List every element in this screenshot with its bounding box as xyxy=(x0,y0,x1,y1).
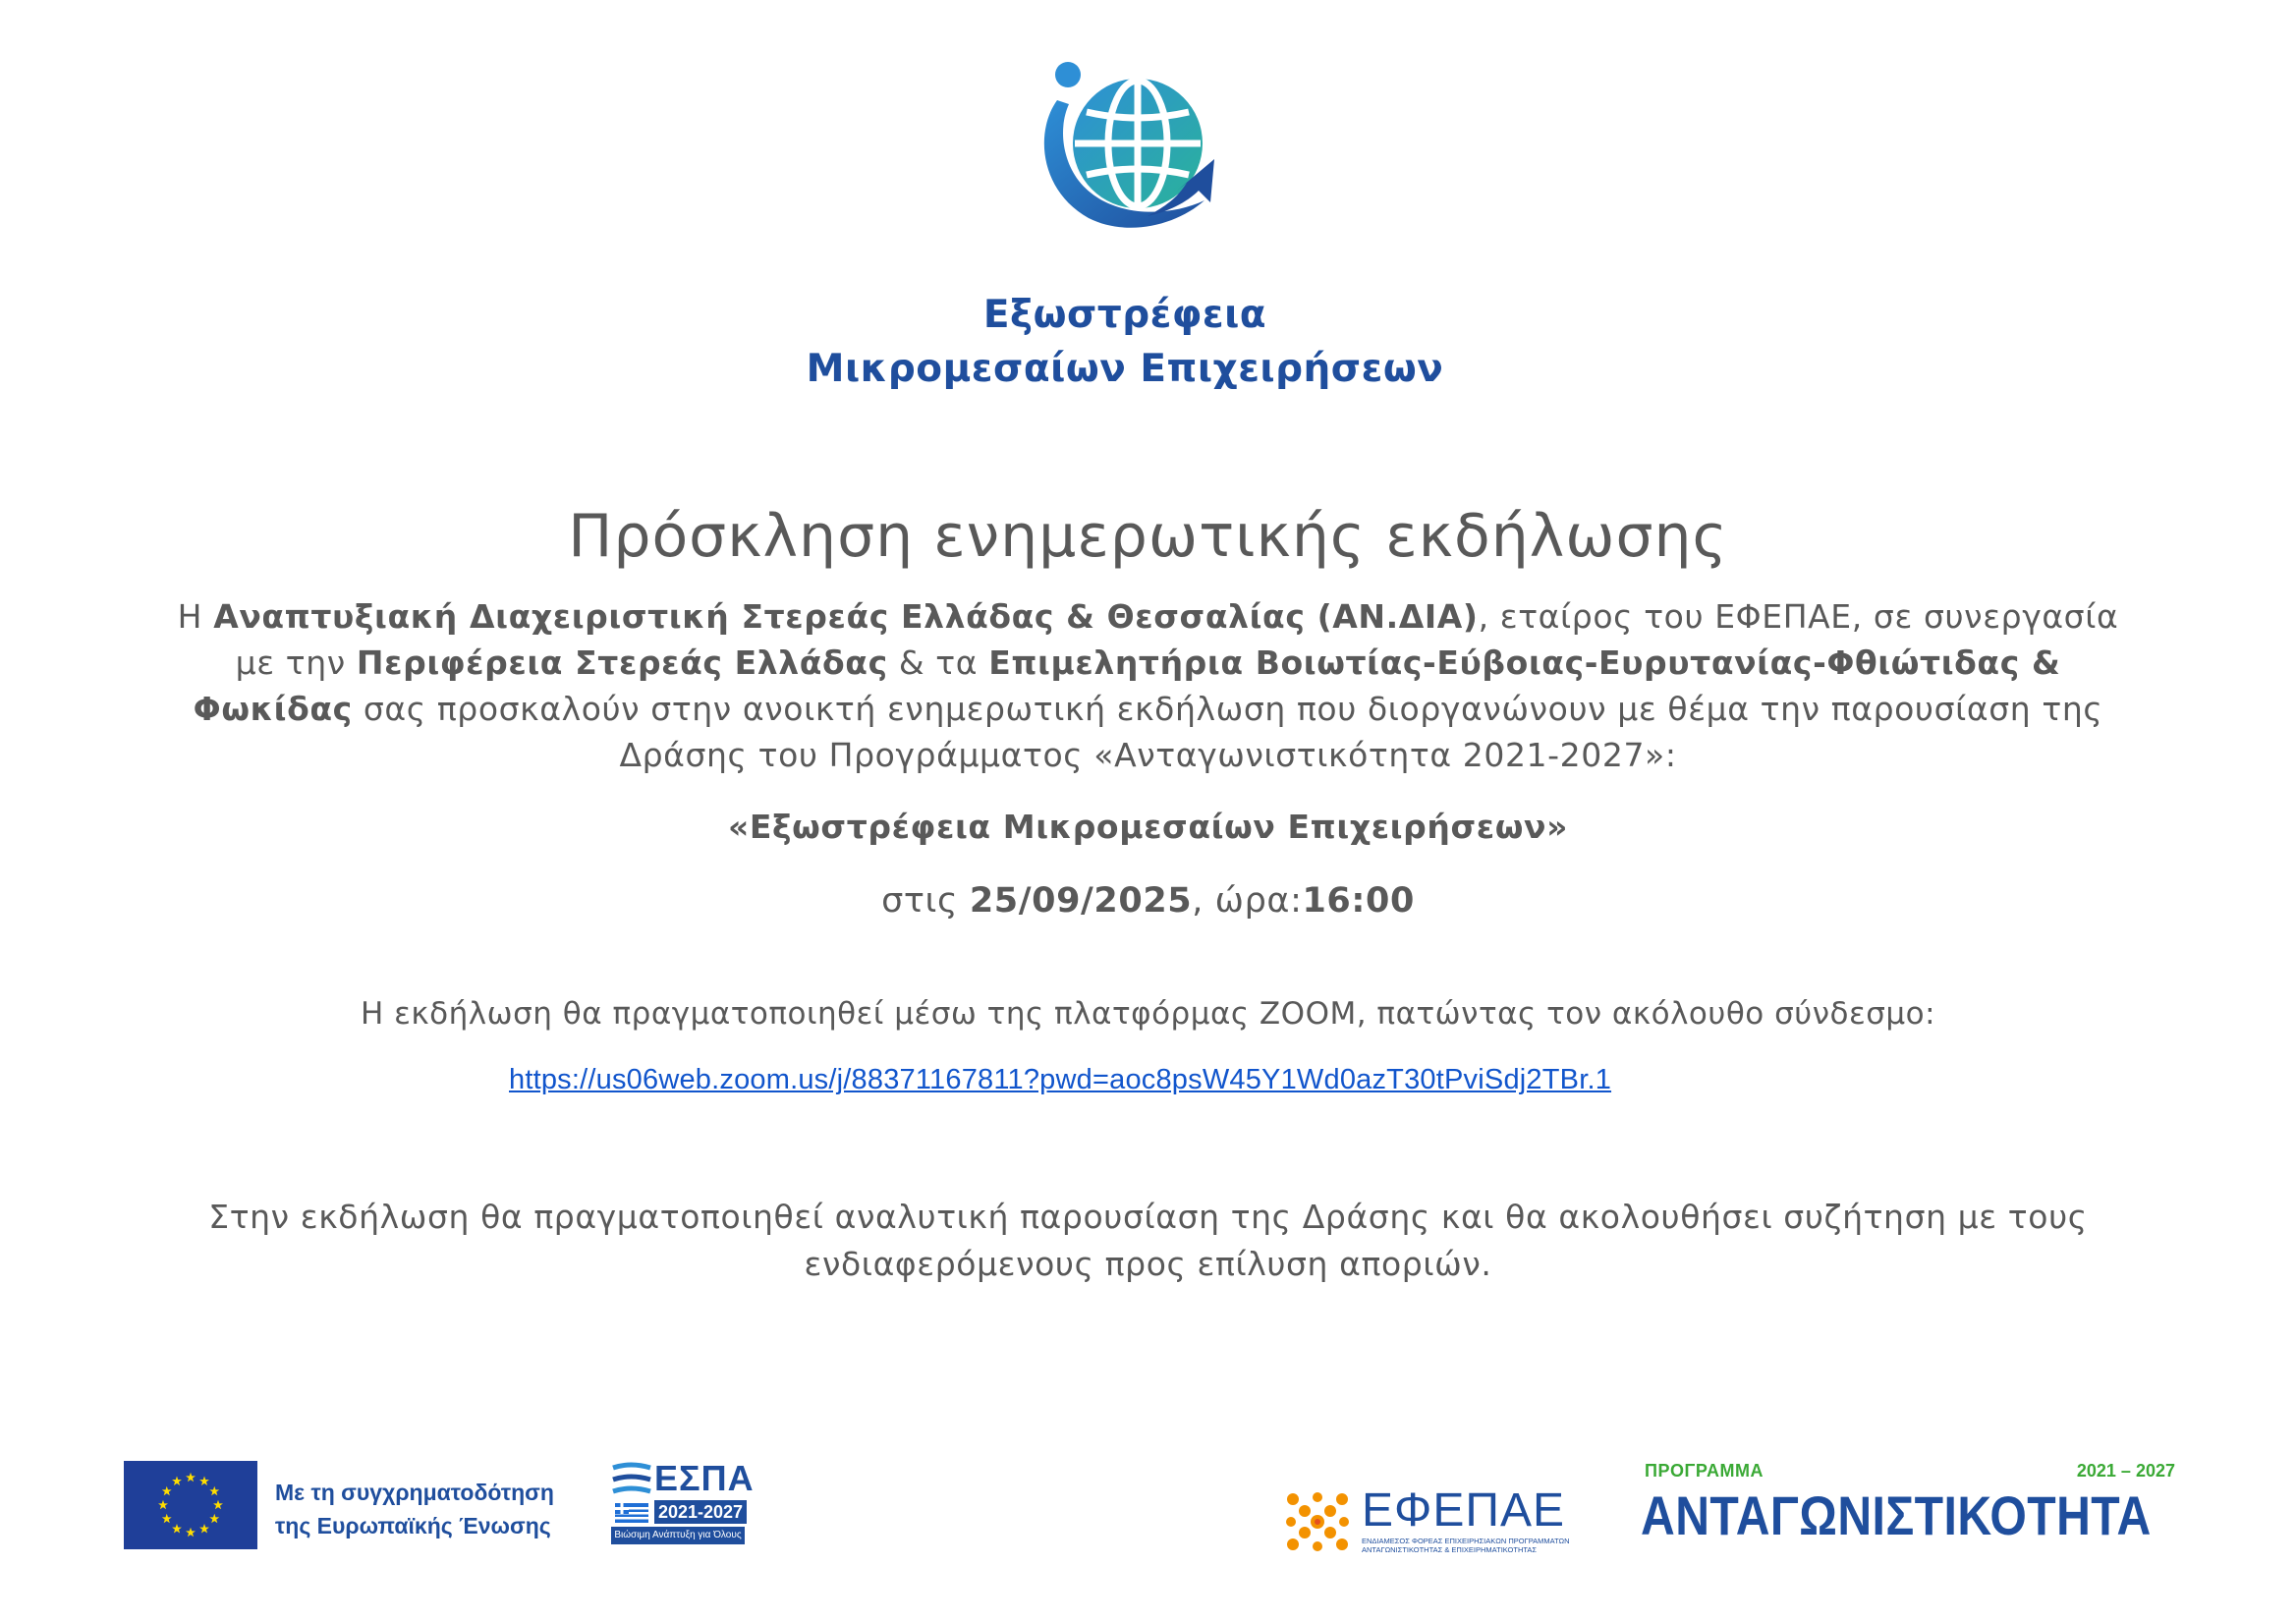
espa-title: ΕΣΠΑ xyxy=(654,1458,755,1498)
efepae-dots-icon xyxy=(1283,1489,1352,1554)
date-prefix: στις xyxy=(881,881,970,921)
efepae-subtitle-1: ΕΝΔΙΑΜΕΣΟΣ ΦΟΡΕΑΣ ΕΠΙΧΕΙΡΗΣΙΑΚΩΝ ΠΡΟΓΡΑΜΜΑΤΩΝ xyxy=(1362,1537,1570,1545)
time-prefix: , ώρα: xyxy=(1192,881,1303,921)
eu-text-line1: Με τη συγχρηματοδότηση xyxy=(275,1480,554,1505)
chambers-name: Επιμελητήρια Βοιωτίας-Εύβοιας-Ευρυτανίας-Φθιώτιδας & Φωκίδας xyxy=(193,643,2061,728)
event-date: 25/09/2025 xyxy=(969,881,1193,921)
zoom-link[interactable]: https://us06web.zoom.us/j/88371167811?pwd=aoc8psW45Y1Wd0azT30tPviSdj2TBr.1 xyxy=(509,1064,1612,1095)
logo-title-line1: Εξωστρέφεια xyxy=(982,293,1267,337)
eu-text-line2: της Ευρωπαϊκής Ένωσης xyxy=(275,1513,551,1538)
event-name: «Εξωστρέφεια Μικρομεσαίων Επιχειρήσεων» xyxy=(727,808,1569,846)
logo-title-line2: Μικρομεσαίων Επιχειρήσεων xyxy=(806,347,1444,391)
intro-text-3: & τα xyxy=(887,643,989,682)
program-label: ΠΡΟΓΡΑΜΜΑ xyxy=(1645,1461,1764,1481)
event-time: 16:00 xyxy=(1302,881,1415,921)
zoom-instructions: Η εκδήλωση θα πραγματοποιηθεί μέσω της πλατφόρμας ZOOM, πατώντας τον ακόλουθο σύνδεσμο: xyxy=(360,996,1936,1032)
intro-text-2: , εταίρος του ΕΦΕΠΑΕ, σε συνεργασία με την xyxy=(235,597,2119,682)
efepae-logo xyxy=(1283,1485,1599,1554)
program-logo xyxy=(1641,1457,2181,1555)
region-name: Περιφέρεια Στερεάς Ελλάδας xyxy=(356,643,888,682)
espa-motto: Βιώσιμη Ανάπτυξη για Όλους xyxy=(611,1527,745,1544)
intro-text-1: Η xyxy=(177,597,214,636)
espa-stripes-icon xyxy=(611,1462,652,1499)
espa-years: 2021-2027 xyxy=(654,1500,747,1524)
intro-text-4: σας προσκαλούν στην ανοικτή ενημερωτική εκδήλωση που διοργανώνουν με θέμα την παρουσίαση της Δράσης του Προγράμματος «Ανταγωνιστικότητα 2021-2027»: xyxy=(352,690,2103,774)
efepae-subtitle-2: ΑΝΤΑΓΩΝΙΣΤΙΚΟΤΗΤΑΣ & ΕΠΙΧΕΙΡΗΜΑΤΙΚΟΤΗΤΑΣ xyxy=(1362,1545,1538,1554)
globe-with-person-and-arrow-icon xyxy=(1030,53,1226,240)
program-years: 2021 – 2027 xyxy=(2076,1461,2175,1481)
eu-cofunding-text xyxy=(275,1476,599,1542)
organizer-name: Αναπτυξιακή Διαχειριστική Στερεάς Ελλάδας & Θεσσαλίας (ΑΝ.ΔΙΑ) xyxy=(213,597,1479,636)
closing-paragraph: Στην εκδήλωση θα πραγματοποιηθεί αναλυτική παρουσίαση της Δράσης και θα ακολουθήσει συζήτηση με τους ενδιαφερόμενους προς επίλυση αποριών. xyxy=(208,1198,2088,1283)
event-date-line xyxy=(0,878,2296,923)
page-title: Πρόσκληση ενημερωτικής εκδήλωσης xyxy=(568,502,1728,571)
greek-flag-icon xyxy=(615,1503,648,1523)
program-name: ΑΝΤΑΓΩΝΙΣΤΙΚΟΤΗΤΑ xyxy=(1641,1484,2152,1546)
efepae-name: ΕΦΕΠΑΕ xyxy=(1362,1484,1566,1537)
espa-logo xyxy=(611,1458,755,1550)
intro-paragraph xyxy=(157,593,2139,778)
eu-flag-icon xyxy=(124,1461,257,1549)
